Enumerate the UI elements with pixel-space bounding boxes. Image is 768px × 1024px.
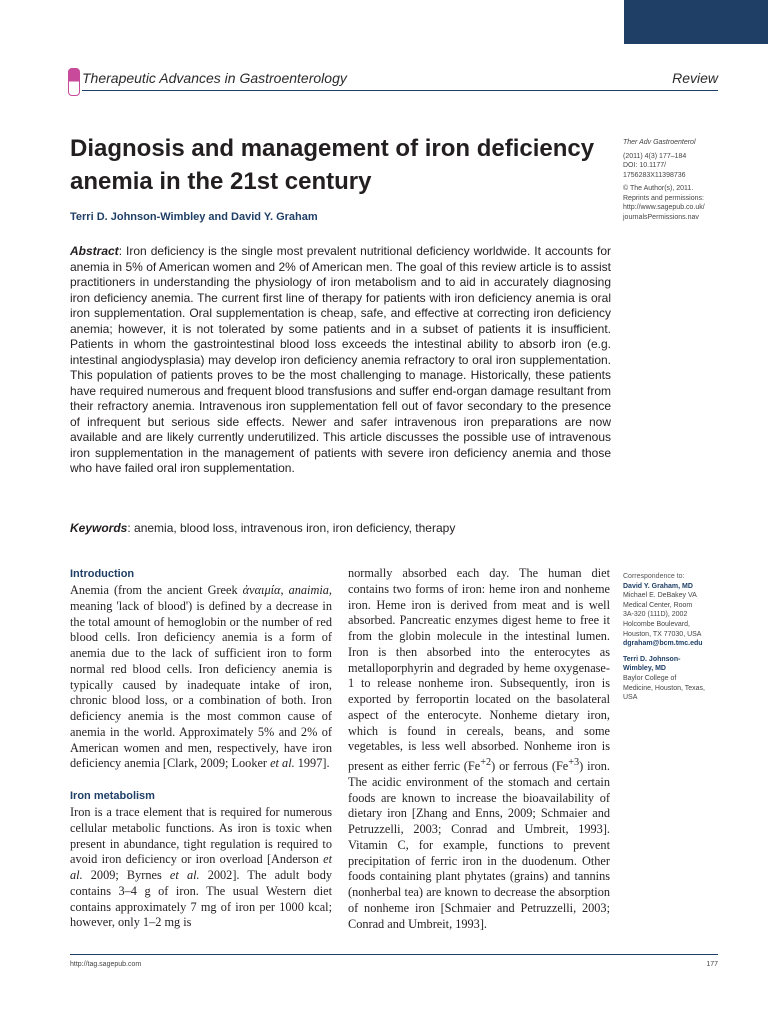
correspondence-block — [623, 572, 733, 703]
iron-paragraph: Iron is a trace element that is required for numerous cellular metabolic functions. As iron is toxic when present in abundance, tight regulation is required to avoid iron deficiency or iron overload [Anderson et al. 2009; Byrnes et al. 2002]. The adult body contains 3–4 g of iron. The usual Western diet contains approximately 7 mg of iron per 1000 kcal; however, only 1–2 mg is — [70, 805, 332, 930]
footer-url-link[interactable]: http://tag.sagepub.com — [70, 961, 142, 968]
body-column-left — [70, 566, 332, 931]
intro-paragraph: Anemia (from the ancient Greek ἀναιμία, anaimia, meaning 'lack of blood') is defined by a decrease in the total amount of hemoglobin or the number of red blood cells. Iron deficiency anemia is a form of anemia due to the lack of sufficient iron to form normal red blood cells. Iron deficiency anemia is typically caused by inadequate intake of iron, chronic blood loss, or a combination of both. Iron deficiency anemia is the most common cause of anemia in the world. Approximately 5% and 2% of American women and men, respectively, have iron deficiency anemia [Clark, 2009; Looker et al. 1997]. — [70, 583, 332, 771]
coauthor-name: Wimbley, MD — [623, 665, 666, 673]
article-metadata — [623, 138, 733, 222]
address-line: USA — [623, 694, 638, 702]
permissions-link[interactable]: journalsPermissions.nav — [623, 213, 699, 221]
doi-line: 1756283X11398736 — [623, 171, 686, 179]
copyright-line: © The Author(s), 2011. — [623, 185, 694, 192]
journal-tab-icon — [68, 68, 80, 96]
correspondence-label: Correspondence to: — [623, 573, 685, 580]
permissions-link[interactable]: http://www.sagepub.co.uk/ — [623, 204, 705, 211]
footer-rule — [70, 954, 718, 955]
address-line: 3A-320 (111D), 2002 — [623, 611, 688, 619]
abstract — [70, 244, 611, 477]
corner-color-block — [624, 0, 768, 44]
journal-name: Therapeutic Advances in Gastroenterology — [82, 70, 347, 86]
correspondence-name: David Y. Graham, MD — [623, 582, 693, 590]
section-heading-introduction: Introduction — [70, 568, 135, 580]
address-line: Holcombe Boulevard, — [623, 620, 690, 628]
address-line: Baylor College of — [623, 674, 677, 682]
address-line: Medicine, Houston, Texas, — [623, 684, 705, 692]
article-type: Review — [672, 70, 718, 86]
keywords-text: : anemia, blood loss, intravenous iron, iron deficiency, therapy — [127, 521, 456, 535]
address-line: Medical Center, Room — [623, 601, 693, 609]
keywords-label: Keywords — [70, 521, 128, 535]
article-authors: Terri D. Johnson-Wimbley and David Y. Graham — [70, 211, 318, 223]
citation-line: (2011) 4(3) 177–184 — [623, 152, 687, 160]
journal-header — [68, 66, 718, 92]
copyright-line: Reprints and permissions: — [623, 194, 704, 202]
journal-abbrev: Ther Adv Gastroenterol — [623, 139, 696, 146]
doi-line: DOI: 10.1177/ — [623, 162, 667, 169]
abstract-label: Abstract — [70, 244, 119, 258]
article-title: Diagnosis and management of iron deficiency anemia in the 21st century — [70, 135, 595, 195]
address-line: Houston, TX 77030, USA — [623, 630, 702, 638]
header-rule — [82, 90, 718, 91]
page-number: 177 — [706, 961, 718, 968]
coauthor-name: Terri D. Johnson- — [623, 655, 681, 663]
keywords — [70, 521, 611, 535]
email-link[interactable]: dgraham@bcm.tmc.edu — [623, 640, 703, 648]
section-heading-iron-metabolism: Iron metabolism — [70, 790, 155, 802]
body-column-right — [348, 566, 610, 932]
abstract-text: : Iron deficiency is the single most prevalent nutritional deficiency worldwide. It accounts for anemia in 5% of American women and 2% of American men. The goal of this review article is to assist practitioners in understanding the physiology of iron metabolism and to aid in accurately diagnosing iron deficiency anemia. The current first line of therapy for patients with iron deficiency anemia is oral iron supplementation. Oral supplementation is cheap, safe, and effective at correcting iron deficiency anemia; however, it is not tolerated by some patients and in a subset of patients it is insufficient. Patients in whom the gastrointestinal blood loss exceeds the intestinal ability to absorb iron (e.g. intestinal angiodysplasia) may develop iron deficiency anemia refractory to oral iron supplementation. This population of patients proves to be the most challenging to manage. Historically, these patients have required numerous and frequent blood transfusions and suffer end-organ damage resultant from their refractory anemia. Intravenous iron supplementation fell out of favor secondary to the presence of infrequent but serious side effects. Newer and safer intravenous iron preparations are now available and are likely currently underutilized. This article discusses the possible use of intravenous iron supplementation in the management of patients with severe iron deficiency anemia and those who have failed oral iron supplementation. — [70, 244, 611, 475]
iron-absorption-paragraph: normally absorbed each day. The human diet contains two forms of iron: heme iron and nonheme iron. Heme iron is derived from meat and is well absorbed. Pancreatic enzymes digest heme to free it from the globin molecule in the intestinal lumen. Iron is then absorbed into the enterocytes as metalloporphyrin and degraded by heme oxygenase-1 to release nonheme iron. Subsequently, iron is exported by ferroportin located on the basolateral aspect of the enterocyte. Nonheme dietary iron, which is found in cereals, beans, and some vegetables, is less well absorbed. Nonheme iron is present as either ferric $(Fe^{+2})$ or ferrous $(Fe^{+3})$ iron. The acidic environment of the stomach and certain foods are known to increase the bioavailability of dietary iron [Zhang and Enns, 2009; Schmaier and Petruzzelli, 2003; Conrad and Umbreit, 1993]. Vitamin C, for example, functions to prevent precipitation of ferric iron in the duodenum. Other foods containing plant phytates (grains) and tannins (nonherbal tea) are known to decrease the absorption of nonheme iron [Schmaier and Petruzzelli, 2003; Conrad and Umbreit, 1993]. — [348, 566, 610, 931]
address-line: Michael E. DeBakey VA — [623, 592, 697, 600]
